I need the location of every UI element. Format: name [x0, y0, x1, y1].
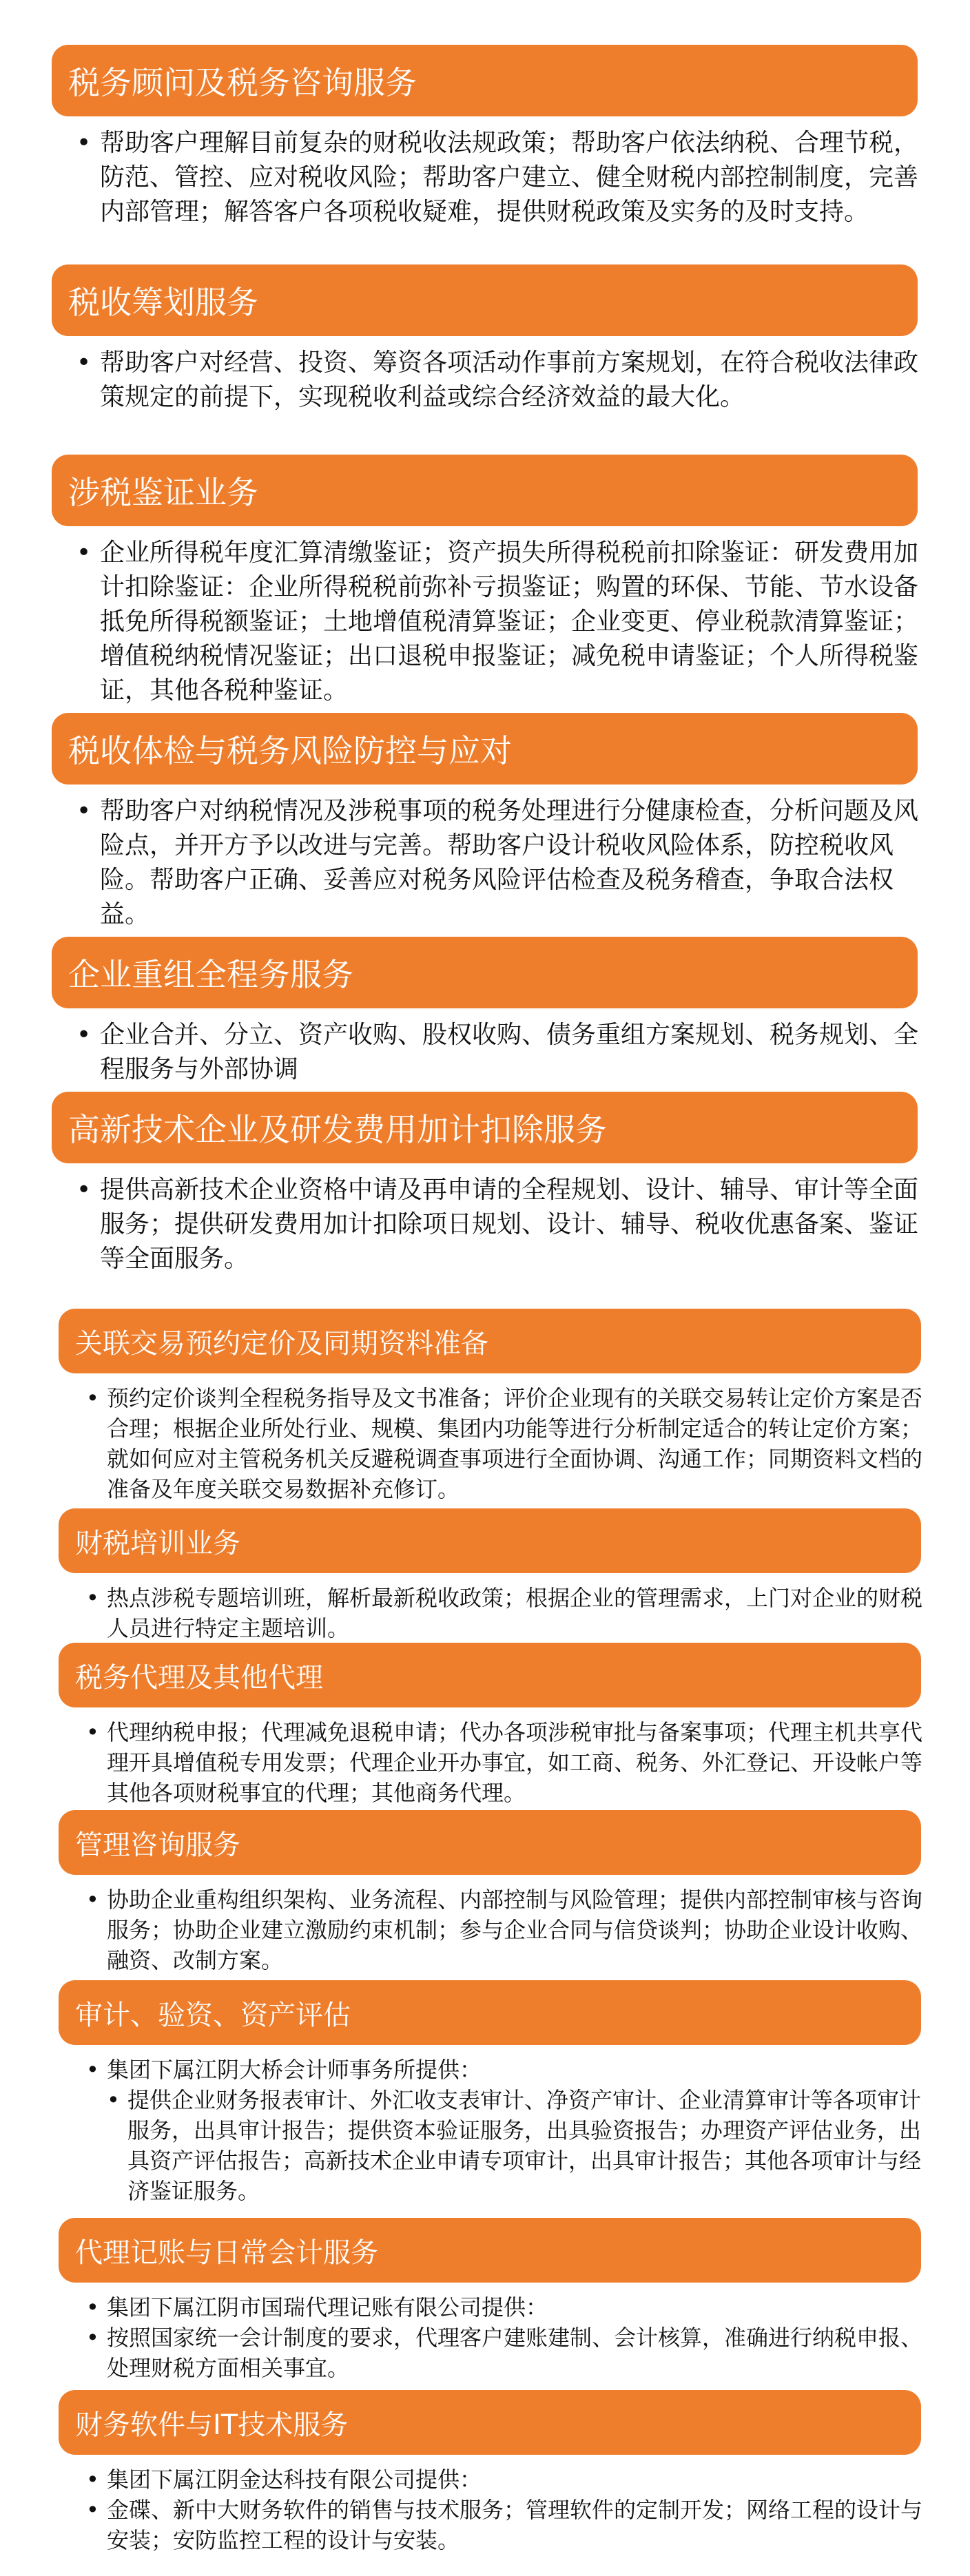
list-item: • 集团下属江阴金达科技有限公司提供：: [86, 2464, 927, 2495]
bullet-icon: •: [76, 1176, 92, 1204]
section-bookkeeping: [52, 2218, 927, 2383]
section-title: 管理咨询服务: [59, 1810, 921, 1875]
bullet-icon: •: [76, 1021, 92, 1049]
bullet-icon: •: [86, 2294, 99, 2320]
list-item: • 企业所得税年度汇算清缴鉴证；资产损失所得税税前扣除鉴证：研发费用加计扣除鉴证：企业所得税税前弥补亏损鉴证；购置的环保、节能、节水设备抵免所得税额鉴证；土地增值税清算鉴证；企业变更、停业税款清算鉴证；增值税纳税情况鉴证；出口退税申报鉴证；减免税申请鉴证；个人所得税鉴证，其他各税种鉴证。: [76, 536, 924, 708]
section-title: 税收筹划服务: [52, 264, 918, 336]
bullet-icon: •: [107, 2087, 120, 2113]
list-item: • 按照国家统一会计制度的要求，代理客户建账建制、会计核算，准确进行纳税申报、处理财税方面相关事宜。: [86, 2323, 927, 2383]
bullet-icon: •: [86, 1719, 99, 1745]
list-item: • 提供高新技术企业资格中请及再申请的全程规划、设计、辅导、审计等全面服务；提供研发费用加计扣除项日规划、设计、辅导、税收优惠备案、鉴证等全面服务。: [76, 1173, 924, 1276]
section-audit: [52, 1980, 927, 2206]
list-item: • 帮助客户对纳税情况及涉税事项的税务处理进行分健康检查，分析问题及风险点，并开方予以改进与完善。帮助客户设计税收风险体系，防控税收风险。帮助客户正确、妥善应对税务风险评估检查及税务稽查，争取合法权益。: [76, 794, 924, 932]
section-software-it: [52, 2390, 927, 2555]
section-title: 财务软件与IT技术服务: [59, 2390, 921, 2455]
section-transfer-pricing: [52, 1309, 927, 1504]
section-tax-verification: [52, 455, 924, 708]
section-title: 财税培训业务: [59, 1508, 921, 1573]
section-restructuring: [52, 937, 924, 1087]
list-item: • 金碟、新中大财务软件的销售与技术服务；管理软件的定制开发；网络工程的设计与安装；安防监控工程的设计与安装。: [86, 2495, 927, 2555]
list-item: • 帮助客户理解目前复杂的财税收法规政策；帮助客户依法纳税、合理节税，防范、管控、应对税收风险；帮助客户建立、健全财税内部控制制度，完善内部管理；解答客户各项税收疑难，提供财税政策及实务的及时支持。: [76, 126, 924, 229]
bullet-icon: •: [86, 1385, 99, 1411]
list-item: • 代理纳税申报；代理减免退税申请；代办各项涉税审批与备案事项；代理主机共享代理开具增值税专用发票；代理企业开办事宜，如工商、税务、外汇登记、开设帐户等其他各项财税事宜的代理；其他商务代理。: [86, 1717, 927, 1808]
list-item: • 协助企业重构组织架构、业务流程、内部控制与风险管理；提供内部控制审核与咨询服务；协助企业建立激励约束机制；参与企业合同与信贷谈判；协助企业设计收购、融资、改制方案。: [86, 1884, 927, 1975]
section-title: 关联交易预约定价及同期资料准备: [59, 1309, 921, 1373]
section-title: 税务顾问及税务咨询服务: [52, 45, 918, 116]
section-training: [52, 1508, 927, 1643]
bullet-icon: •: [76, 797, 92, 825]
section-tax-consulting: [52, 45, 924, 229]
section-tax-risk: [52, 713, 924, 932]
bullet-icon: •: [86, 2497, 99, 2523]
section-management-consulting: [52, 1810, 927, 1975]
bullet-icon: •: [76, 349, 92, 377]
section-high-tech: [52, 1092, 924, 1276]
list-item: • 热点涉税专题培训班，解析最新税收政策；根据企业的管理需求，上门对企业的财税人员进行特定主题培训。: [86, 1583, 927, 1643]
bullet-icon: •: [86, 1887, 99, 1913]
section-title: 涉税鉴证业务: [52, 455, 918, 526]
list-item: • 集团下属江阴大桥会计师事务所提供：: [86, 2055, 927, 2085]
bullet-icon: •: [86, 1585, 99, 1611]
section-title: 高新技术企业及研发费用加计扣除服务: [52, 1092, 918, 1163]
section-title: 税收体检与税务风险防控与应对: [52, 713, 918, 785]
list-item: • 提供企业财务报表审计、外汇收支表审计、净资产审计、企业清算审计等各项审计服务，出具审计报告；提供资本验证服务，出具验资报告；办理资产评估业务，出具资产评估报告；高新技术企业申请专项审计，出具审计报告；其他各项审计与经济鉴证服务。: [86, 2085, 927, 2206]
list-item: • 企业合并、分立、资产收购、股权收购、债务重组方案规划、税务规划、全程服务与外部协调: [76, 1018, 924, 1087]
list-item: • 预约定价谈判全程税务指导及文书准备；评价企业现有的关联交易转让定价方案是否合理；根据企业所处行业、规模、集团内功能等进行分析制定适合的转让定价方案；就如何应对主管税务机关反避税调查事项进行全面协调、沟通工作；同期资料文档的准备及年度关联交易数据补充修订。: [86, 1383, 927, 1504]
list-item: • 帮助客户对经营、投资、筹资各项活动作事前方案规划，在符合税收法律政策规定的前提下，实现税收利益或综合经济效益的最大化。: [76, 346, 924, 415]
bullet-icon: •: [76, 129, 92, 157]
bullet-icon: •: [86, 2057, 99, 2083]
section-agency: [52, 1643, 927, 1808]
section-title: 税务代理及其他代理: [59, 1643, 921, 1707]
section-title: 企业重组全程务服务: [52, 937, 918, 1008]
bullet-icon: •: [86, 2466, 99, 2493]
section-title: 审计、验资、资产评估: [59, 1980, 921, 2045]
section-tax-planning: [52, 264, 924, 415]
bullet-icon: •: [86, 2325, 99, 2351]
bullet-icon: •: [76, 539, 92, 567]
section-title: 代理记账与日常会计服务: [59, 2218, 921, 2283]
list-item: • 集团下属江阴市国瑞代理记账有限公司提供：: [86, 2292, 927, 2323]
